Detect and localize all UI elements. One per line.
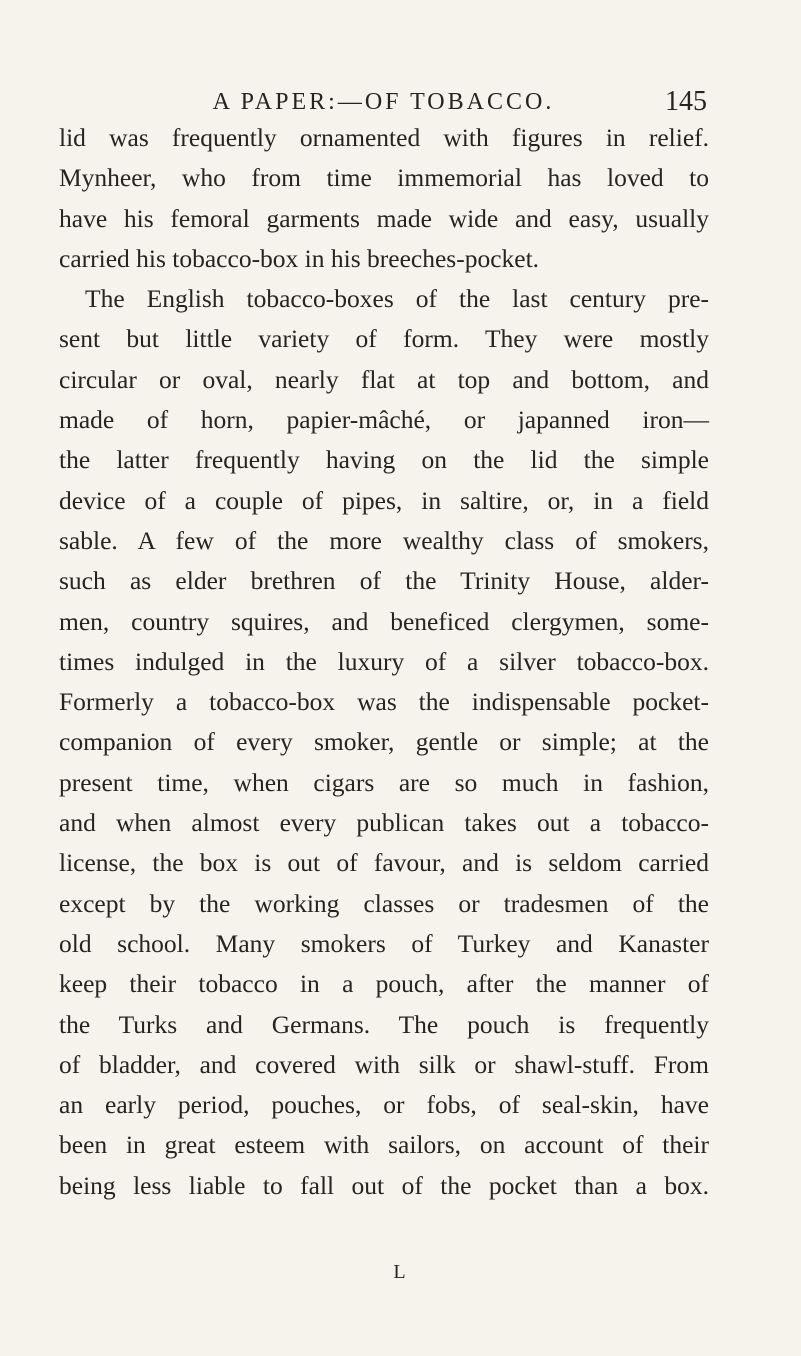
text-line: being less liable to fall out of the pocket than a box. (59, 1170, 709, 1200)
text-line: sent but little variety of form. They were mostly (59, 324, 709, 354)
text-line: device of a couple of pipes, in saltire, or, in a field (59, 485, 709, 515)
text-line: times indulged in the luxury of a silver tobacco-box. (59, 646, 709, 676)
text-line: present time, when cigars are so much in fashion, (59, 767, 709, 797)
text-line: made of horn, papier-mâché, or japanned iron— (59, 405, 709, 435)
text-line: of bladder, and covered with silk or shawl-stuff. From (59, 1049, 709, 1079)
text-line: Mynheer, who from time immemorial has loved to (59, 163, 709, 193)
text-line: Formerly a tobacco-box was the indispensable pocket- (59, 687, 709, 717)
text-line: license, the box is out of favour, and is seldom carried (59, 848, 709, 878)
text-line: have his femoral garments made wide and easy, usually (59, 203, 709, 233)
text-line: the Turks and Germans. The pouch is frequently (59, 1009, 709, 1039)
text-line: companion of every smoker, gentle or simple; at the (59, 727, 709, 757)
text-line: keep their tobacco in a pouch, after the manner of (59, 969, 709, 999)
running-head (60, 82, 707, 122)
text-line: The English tobacco-boxes of the last century pre- (85, 284, 709, 314)
signature-mark: L (393, 1261, 408, 1283)
text-line: carried his tobacco-box in his breeches-pocket. (59, 243, 540, 273)
body-text (59, 118, 709, 1206)
text-line: old school. Many smokers of Turkey and Kanaster (59, 928, 709, 958)
page-number: 145 (665, 86, 707, 117)
text-line: lid was frequently ornamented with figures in relief. (59, 123, 709, 152)
text-line: men, country squires, and beneficed clergymen, some- (59, 606, 709, 636)
text-line: and when almost every publican takes out a tobacco- (59, 808, 709, 838)
text-line: sable. A few of the more wealthy class of smokers, (59, 525, 709, 555)
running-title: A PAPER:—OF TOBACCO. (212, 89, 555, 115)
text-line: been in great esteem with sailors, on account of their (59, 1130, 709, 1160)
text-line: except by the working classes or tradesmen of the (59, 888, 709, 918)
text-line: the latter frequently having on the lid the simple (59, 445, 709, 475)
text-line: circular or oval, nearly flat at top and bottom, and (59, 364, 709, 394)
text-line: an early period, pouches, or fobs, of seal-skin, have (59, 1090, 709, 1120)
text-line: such as elder brethren of the Trinity House, alder- (59, 566, 709, 596)
